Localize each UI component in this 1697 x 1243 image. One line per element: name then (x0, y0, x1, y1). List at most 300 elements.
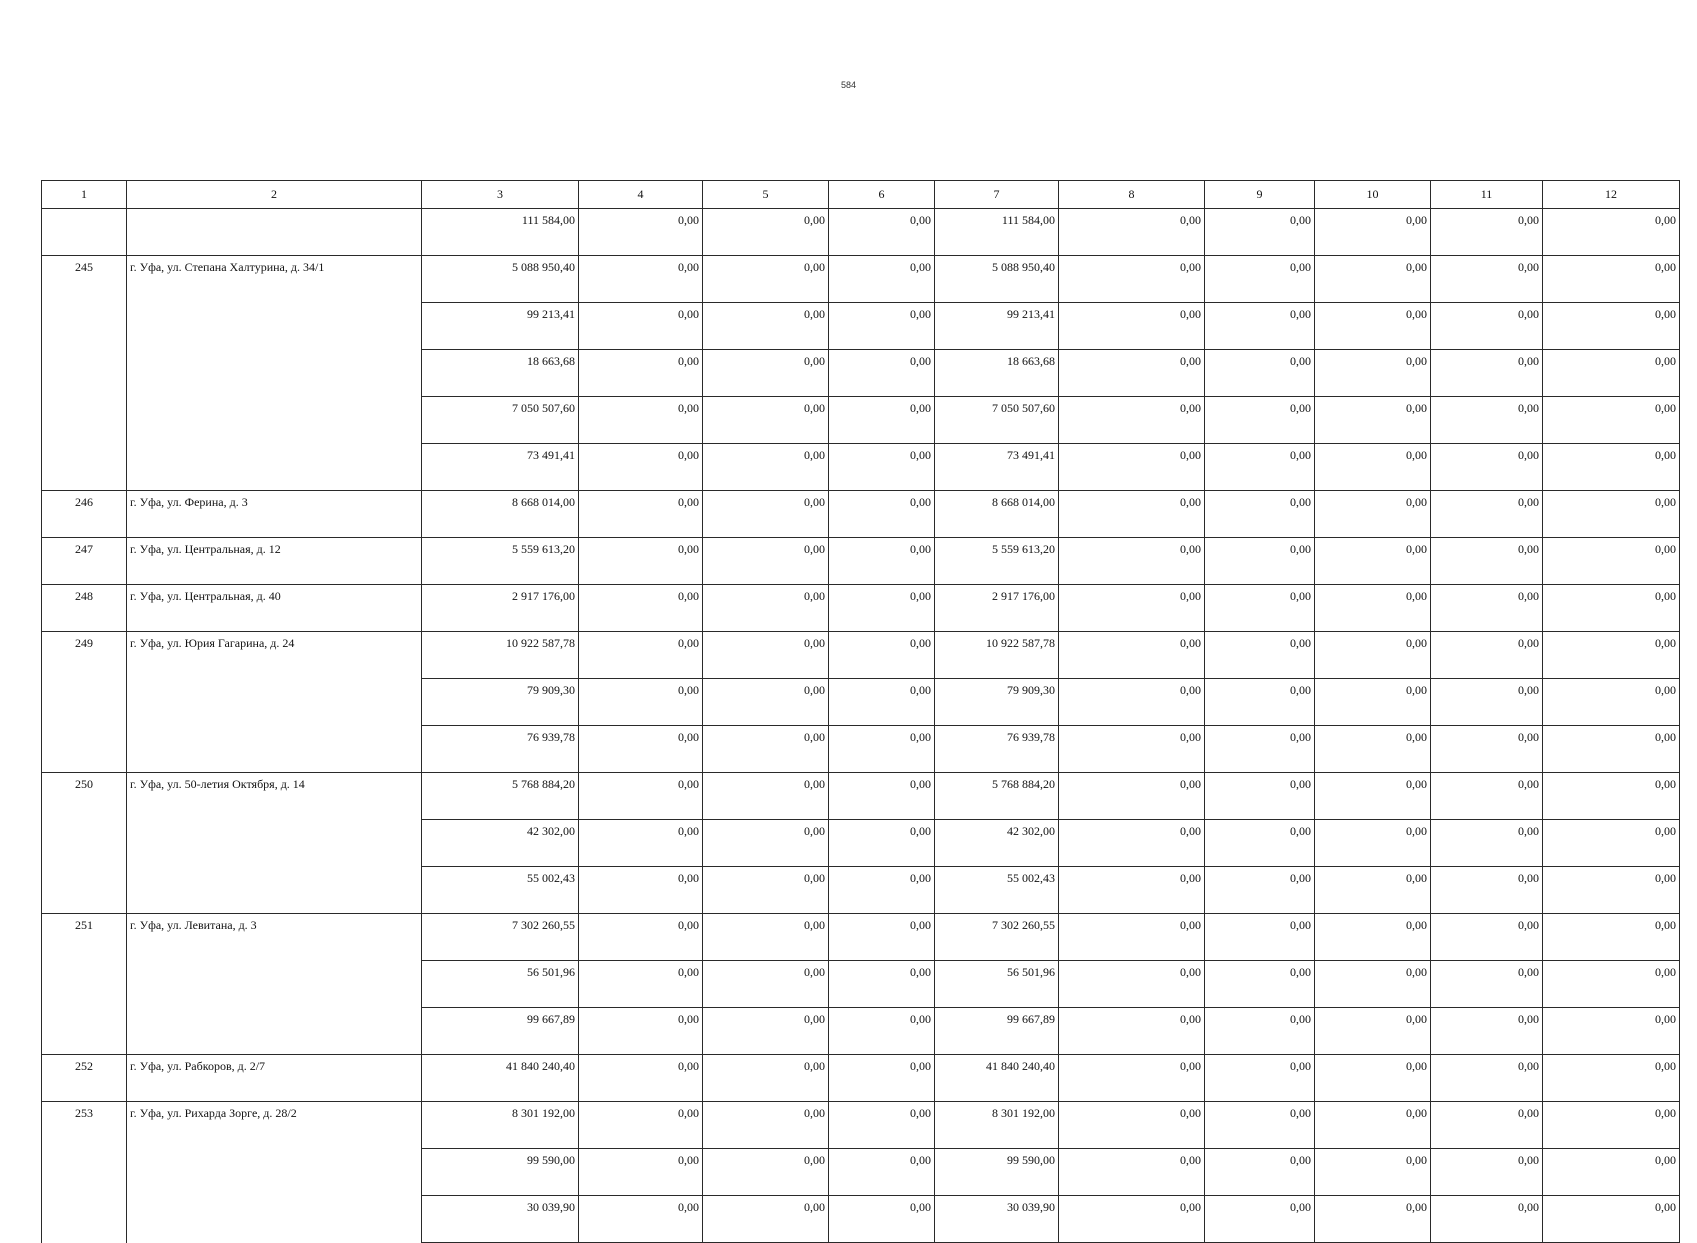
amount-cell: 99 667,89 (935, 1008, 1059, 1055)
amount-cell: 0,00 (1315, 820, 1431, 867)
amount-cell: 0,00 (1543, 303, 1680, 350)
amount-cell: 73 491,41 (422, 444, 579, 491)
table-row (42, 820, 1680, 867)
amount-cell: 0,00 (1205, 632, 1315, 679)
amount-cell: 41 840 240,40 (935, 1055, 1059, 1102)
amount-cell: 0,00 (1543, 961, 1680, 1008)
amount-cell: 0,00 (1543, 632, 1680, 679)
row-number: 245 (42, 256, 127, 303)
amount-cell: 0,00 (829, 444, 935, 491)
row-number: 251 (42, 914, 127, 961)
amount-cell: 0,00 (1059, 632, 1205, 679)
amount-cell: 0,00 (829, 585, 935, 632)
amount-cell: 0,00 (1543, 585, 1680, 632)
amount-cell: 0,00 (1315, 256, 1431, 303)
amount-cell: 0,00 (703, 585, 829, 632)
amount-cell: 0,00 (1205, 350, 1315, 397)
amount-cell: 0,00 (1059, 256, 1205, 303)
amount-cell: 0,00 (703, 914, 829, 961)
amount-cell: 0,00 (1205, 961, 1315, 1008)
table-row (42, 350, 1680, 397)
table-row (42, 397, 1680, 444)
amount-cell: 0,00 (1205, 491, 1315, 538)
amount-cell: 55 002,43 (422, 867, 579, 914)
amount-cell: 0,00 (1315, 585, 1431, 632)
amount-cell: 0,00 (579, 914, 703, 961)
column-header: 6 (829, 181, 935, 209)
row-number: 253 (42, 1102, 127, 1149)
amount-cell: 0,00 (1315, 303, 1431, 350)
amount-cell: 18 663,68 (935, 350, 1059, 397)
amount-cell: 0,00 (829, 632, 935, 679)
row-number: 252 (42, 1055, 127, 1102)
amount-cell: 0,00 (1543, 350, 1680, 397)
row-number: 249 (42, 632, 127, 679)
amount-cell: 5 559 613,20 (935, 538, 1059, 585)
address-cell: г. Уфа, ул. Центральная, д. 12 (127, 538, 422, 585)
amount-cell: 0,00 (1315, 397, 1431, 444)
row-number: 247 (42, 538, 127, 585)
amount-cell: 0,00 (1315, 679, 1431, 726)
amount-cell: 0,00 (829, 1008, 935, 1055)
amount-cell: 0,00 (829, 350, 935, 397)
address-cell (127, 726, 422, 773)
amount-cell: 0,00 (579, 1008, 703, 1055)
amount-cell: 5 559 613,20 (422, 538, 579, 585)
amount-cell: 0,00 (1431, 1008, 1543, 1055)
column-header: 5 (703, 181, 829, 209)
address-cell (127, 1196, 422, 1243)
amount-cell: 0,00 (1431, 444, 1543, 491)
amount-cell: 0,00 (1431, 1102, 1543, 1149)
row-number (42, 444, 127, 491)
column-header: 3 (422, 181, 579, 209)
amount-cell: 0,00 (1059, 491, 1205, 538)
amount-cell: 0,00 (579, 1196, 703, 1243)
amount-cell: 99 590,00 (935, 1149, 1059, 1196)
address-cell (127, 820, 422, 867)
row-number: 248 (42, 585, 127, 632)
amount-cell: 0,00 (1059, 1008, 1205, 1055)
page-number: 584 (840, 80, 857, 90)
amount-cell: 0,00 (579, 1149, 703, 1196)
amount-cell: 73 491,41 (935, 444, 1059, 491)
amount-cell: 0,00 (1205, 773, 1315, 820)
amount-cell: 0,00 (579, 867, 703, 914)
amount-cell: 0,00 (1059, 538, 1205, 585)
amount-cell: 0,00 (1205, 1102, 1315, 1149)
amount-cell: 0,00 (579, 256, 703, 303)
amount-cell: 0,00 (1059, 397, 1205, 444)
amount-cell: 0,00 (1543, 444, 1680, 491)
table-row (42, 209, 1680, 256)
amount-cell: 0,00 (1205, 726, 1315, 773)
amount-cell: 0,00 (1315, 1008, 1431, 1055)
address-cell (127, 1008, 422, 1055)
amount-cell: 0,00 (579, 491, 703, 538)
amount-cell: 2 917 176,00 (422, 585, 579, 632)
amount-cell: 0,00 (579, 1102, 703, 1149)
amount-cell: 76 939,78 (422, 726, 579, 773)
amount-cell: 42 302,00 (935, 820, 1059, 867)
amount-cell: 0,00 (1431, 256, 1543, 303)
row-number (42, 867, 127, 914)
amount-cell: 0,00 (1543, 820, 1680, 867)
amount-cell: 0,00 (579, 585, 703, 632)
amount-cell: 0,00 (829, 1149, 935, 1196)
amount-cell: 0,00 (1205, 444, 1315, 491)
amount-cell: 55 002,43 (935, 867, 1059, 914)
amount-cell: 0,00 (829, 397, 935, 444)
amount-cell: 0,00 (703, 256, 829, 303)
amount-cell: 0,00 (1315, 538, 1431, 585)
table-row (42, 444, 1680, 491)
address-cell: г. Уфа, ул. Ферина, д. 3 (127, 491, 422, 538)
amount-cell: 0,00 (1059, 1102, 1205, 1149)
table-row (42, 961, 1680, 1008)
amount-cell: 18 663,68 (422, 350, 579, 397)
table-row (42, 867, 1680, 914)
address-cell (127, 961, 422, 1008)
amount-cell: 0,00 (1431, 303, 1543, 350)
row-number: 246 (42, 491, 127, 538)
address-cell: г. Уфа, ул. Юрия Гагарина, д. 24 (127, 632, 422, 679)
amount-cell: 0,00 (1543, 1008, 1680, 1055)
row-number (42, 209, 127, 256)
row-number (42, 1008, 127, 1055)
column-header: 7 (935, 181, 1059, 209)
amount-cell: 0,00 (1543, 679, 1680, 726)
column-header: 1 (42, 181, 127, 209)
amount-cell: 0,00 (579, 444, 703, 491)
amount-cell: 0,00 (1059, 679, 1205, 726)
amount-cell: 0,00 (579, 679, 703, 726)
amount-cell: 0,00 (1543, 256, 1680, 303)
amount-cell: 0,00 (1431, 914, 1543, 961)
amount-cell: 0,00 (829, 867, 935, 914)
amount-cell: 0,00 (829, 726, 935, 773)
amount-cell: 0,00 (579, 397, 703, 444)
amount-cell: 0,00 (1315, 491, 1431, 538)
amount-cell: 0,00 (1059, 773, 1205, 820)
amount-cell: 0,00 (703, 820, 829, 867)
row-number (42, 350, 127, 397)
amount-cell: 0,00 (703, 444, 829, 491)
amount-cell: 0,00 (1315, 1055, 1431, 1102)
amount-cell: 0,00 (1059, 303, 1205, 350)
amount-cell: 5 088 950,40 (422, 256, 579, 303)
table-row (42, 585, 1680, 632)
amount-cell: 30 039,90 (935, 1196, 1059, 1243)
amount-cell: 0,00 (579, 820, 703, 867)
amount-cell: 7 302 260,55 (935, 914, 1059, 961)
table-row (42, 256, 1680, 303)
amount-cell: 0,00 (1205, 1196, 1315, 1243)
amount-cell: 0,00 (579, 773, 703, 820)
address-cell (127, 679, 422, 726)
row-number (42, 1196, 127, 1243)
amount-cell: 0,00 (1543, 397, 1680, 444)
amount-cell: 79 909,30 (422, 679, 579, 726)
amount-cell: 0,00 (703, 726, 829, 773)
header-row (42, 181, 1680, 209)
amount-cell: 0,00 (1205, 538, 1315, 585)
amount-cell: 0,00 (1315, 726, 1431, 773)
amount-cell: 99 213,41 (422, 303, 579, 350)
amount-cell: 0,00 (1431, 585, 1543, 632)
amount-cell: 0,00 (1059, 961, 1205, 1008)
amount-cell: 0,00 (1431, 491, 1543, 538)
amount-cell: 0,00 (703, 961, 829, 1008)
amount-cell: 0,00 (1431, 209, 1543, 256)
address-cell (127, 209, 422, 256)
amount-cell: 0,00 (703, 867, 829, 914)
amount-cell: 0,00 (1205, 914, 1315, 961)
amount-cell: 0,00 (579, 961, 703, 1008)
amount-cell: 0,00 (1059, 820, 1205, 867)
amount-cell: 10 922 587,78 (422, 632, 579, 679)
amount-cell: 0,00 (1431, 397, 1543, 444)
amount-cell: 0,00 (1543, 726, 1680, 773)
address-cell (127, 397, 422, 444)
amount-cell: 0,00 (829, 538, 935, 585)
amount-cell: 0,00 (1205, 1149, 1315, 1196)
amount-cell: 0,00 (1059, 867, 1205, 914)
amount-cell: 0,00 (703, 1102, 829, 1149)
amount-cell: 0,00 (1205, 397, 1315, 444)
table-row (42, 1149, 1680, 1196)
address-cell: г. Уфа, ул. Степана Халтурина, д. 34/1 (127, 256, 422, 303)
amount-cell: 0,00 (1315, 961, 1431, 1008)
amount-cell: 0,00 (703, 538, 829, 585)
row-number (42, 303, 127, 350)
amount-cell: 0,00 (829, 914, 935, 961)
column-header: 10 (1315, 181, 1431, 209)
amount-cell: 0,00 (1431, 820, 1543, 867)
amount-cell: 10 922 587,78 (935, 632, 1059, 679)
amount-cell: 41 840 240,40 (422, 1055, 579, 1102)
amount-cell: 0,00 (1059, 1149, 1205, 1196)
amount-cell: 111 584,00 (422, 209, 579, 256)
address-cell (127, 1149, 422, 1196)
amount-cell: 0,00 (1059, 726, 1205, 773)
amount-cell: 0,00 (829, 1055, 935, 1102)
amount-cell: 8 301 192,00 (935, 1102, 1059, 1149)
budget-table (41, 180, 1680, 1243)
amount-cell: 56 501,96 (935, 961, 1059, 1008)
address-cell: г. Уфа, ул. Рабкоров, д. 2/7 (127, 1055, 422, 1102)
amount-cell: 0,00 (579, 632, 703, 679)
amount-cell: 0,00 (703, 1149, 829, 1196)
row-number: 250 (42, 773, 127, 820)
amount-cell: 111 584,00 (935, 209, 1059, 256)
amount-cell: 0,00 (829, 303, 935, 350)
amount-cell: 7 050 507,60 (422, 397, 579, 444)
amount-cell: 0,00 (1059, 1196, 1205, 1243)
amount-cell: 0,00 (1543, 1055, 1680, 1102)
amount-cell: 0,00 (829, 820, 935, 867)
amount-cell: 0,00 (1315, 914, 1431, 961)
column-header: 2 (127, 181, 422, 209)
amount-cell: 0,00 (1205, 209, 1315, 256)
amount-cell: 0,00 (1315, 1196, 1431, 1243)
row-number (42, 820, 127, 867)
address-cell: г. Уфа, ул. 50-летия Октября, д. 14 (127, 773, 422, 820)
amount-cell: 0,00 (579, 209, 703, 256)
row-number (42, 726, 127, 773)
amount-cell: 7 302 260,55 (422, 914, 579, 961)
amount-cell: 2 917 176,00 (935, 585, 1059, 632)
amount-cell: 0,00 (1059, 209, 1205, 256)
amount-cell: 0,00 (1205, 820, 1315, 867)
amount-cell: 0,00 (1543, 491, 1680, 538)
amount-cell: 0,00 (1315, 444, 1431, 491)
amount-cell: 79 909,30 (935, 679, 1059, 726)
amount-cell: 7 050 507,60 (935, 397, 1059, 444)
amount-cell: 0,00 (1543, 1149, 1680, 1196)
amount-cell: 0,00 (1431, 632, 1543, 679)
column-header: 9 (1205, 181, 1315, 209)
amount-cell: 0,00 (1205, 1008, 1315, 1055)
amount-cell: 0,00 (579, 1055, 703, 1102)
amount-cell: 0,00 (1315, 773, 1431, 820)
address-cell: г. Уфа, ул. Рихарда Зорге, д. 28/2 (127, 1102, 422, 1149)
amount-cell: 0,00 (1059, 585, 1205, 632)
amount-cell: 0,00 (1059, 444, 1205, 491)
amount-cell: 0,00 (1315, 867, 1431, 914)
amount-cell: 0,00 (703, 350, 829, 397)
row-number (42, 961, 127, 1008)
amount-cell: 0,00 (579, 303, 703, 350)
amount-cell: 0,00 (1543, 914, 1680, 961)
amount-cell: 0,00 (703, 303, 829, 350)
amount-cell: 0,00 (1543, 773, 1680, 820)
amount-cell: 0,00 (1543, 209, 1680, 256)
row-number (42, 679, 127, 726)
amount-cell: 0,00 (1431, 773, 1543, 820)
table-row (42, 303, 1680, 350)
amount-cell: 0,00 (1431, 867, 1543, 914)
amount-cell: 5 768 884,20 (422, 773, 579, 820)
amount-cell: 0,00 (1205, 585, 1315, 632)
amount-cell: 0,00 (1431, 538, 1543, 585)
amount-cell: 0,00 (703, 209, 829, 256)
amount-cell: 0,00 (703, 397, 829, 444)
amount-cell: 0,00 (703, 491, 829, 538)
address-cell (127, 867, 422, 914)
amount-cell: 0,00 (1543, 1102, 1680, 1149)
amount-cell: 0,00 (703, 1196, 829, 1243)
amount-cell: 8 668 014,00 (422, 491, 579, 538)
amount-cell: 99 590,00 (422, 1149, 579, 1196)
amount-cell: 0,00 (1431, 961, 1543, 1008)
address-cell: г. Уфа, ул. Левитана, д. 3 (127, 914, 422, 961)
amount-cell: 0,00 (1431, 1196, 1543, 1243)
amount-cell: 0,00 (829, 1196, 935, 1243)
amount-cell: 0,00 (1315, 209, 1431, 256)
table-row (42, 491, 1680, 538)
amount-cell: 0,00 (1431, 1055, 1543, 1102)
amount-cell: 0,00 (829, 961, 935, 1008)
amount-cell: 0,00 (703, 773, 829, 820)
address-cell (127, 303, 422, 350)
amount-cell: 0,00 (1205, 1055, 1315, 1102)
amount-cell: 0,00 (829, 256, 935, 303)
amount-cell: 0,00 (703, 632, 829, 679)
table-row (42, 1196, 1680, 1243)
amount-cell: 0,00 (829, 679, 935, 726)
amount-cell: 0,00 (1059, 914, 1205, 961)
amount-cell: 0,00 (579, 350, 703, 397)
table-row (42, 1055, 1680, 1102)
amount-cell: 0,00 (703, 679, 829, 726)
column-header: 4 (579, 181, 703, 209)
amount-cell: 0,00 (829, 1102, 935, 1149)
amount-cell: 0,00 (1205, 867, 1315, 914)
amount-cell: 8 668 014,00 (935, 491, 1059, 538)
table-row (42, 914, 1680, 961)
amount-cell: 42 302,00 (422, 820, 579, 867)
amount-cell: 5 088 950,40 (935, 256, 1059, 303)
amount-cell: 56 501,96 (422, 961, 579, 1008)
table-row (42, 1102, 1680, 1149)
amount-cell: 0,00 (579, 726, 703, 773)
amount-cell: 0,00 (829, 209, 935, 256)
amount-cell: 5 768 884,20 (935, 773, 1059, 820)
amount-cell: 0,00 (829, 491, 935, 538)
amount-cell: 99 213,41 (935, 303, 1059, 350)
amount-cell: 0,00 (1205, 303, 1315, 350)
amount-cell: 30 039,90 (422, 1196, 579, 1243)
column-header: 12 (1543, 181, 1680, 209)
table-row (42, 773, 1680, 820)
amount-cell: 0,00 (1543, 867, 1680, 914)
amount-cell: 0,00 (1205, 256, 1315, 303)
amount-cell: 0,00 (703, 1008, 829, 1055)
amount-cell: 76 939,78 (935, 726, 1059, 773)
amount-cell: 0,00 (1315, 632, 1431, 679)
amount-cell: 0,00 (1315, 1149, 1431, 1196)
table-row (42, 632, 1680, 679)
table-row (42, 538, 1680, 585)
table-row (42, 1008, 1680, 1055)
amount-cell: 0,00 (1431, 350, 1543, 397)
amount-cell: 0,00 (1315, 1102, 1431, 1149)
amount-cell: 0,00 (1059, 1055, 1205, 1102)
row-number (42, 397, 127, 444)
amount-cell: 0,00 (1315, 350, 1431, 397)
amount-cell: 0,00 (1431, 1149, 1543, 1196)
address-cell: г. Уфа, ул. Центральная, д. 40 (127, 585, 422, 632)
address-cell (127, 444, 422, 491)
amount-cell: 8 301 192,00 (422, 1102, 579, 1149)
amount-cell: 0,00 (1059, 350, 1205, 397)
amount-cell: 0,00 (1543, 1196, 1680, 1243)
column-header: 8 (1059, 181, 1205, 209)
column-header: 11 (1431, 181, 1543, 209)
amount-cell: 0,00 (1543, 538, 1680, 585)
amount-cell: 0,00 (1431, 679, 1543, 726)
amount-cell: 0,00 (1205, 679, 1315, 726)
row-number (42, 1149, 127, 1196)
amount-cell: 99 667,89 (422, 1008, 579, 1055)
amount-cell: 0,00 (703, 1055, 829, 1102)
table-row (42, 726, 1680, 773)
amount-cell: 0,00 (579, 538, 703, 585)
amount-cell: 0,00 (829, 773, 935, 820)
address-cell (127, 350, 422, 397)
table-row (42, 679, 1680, 726)
